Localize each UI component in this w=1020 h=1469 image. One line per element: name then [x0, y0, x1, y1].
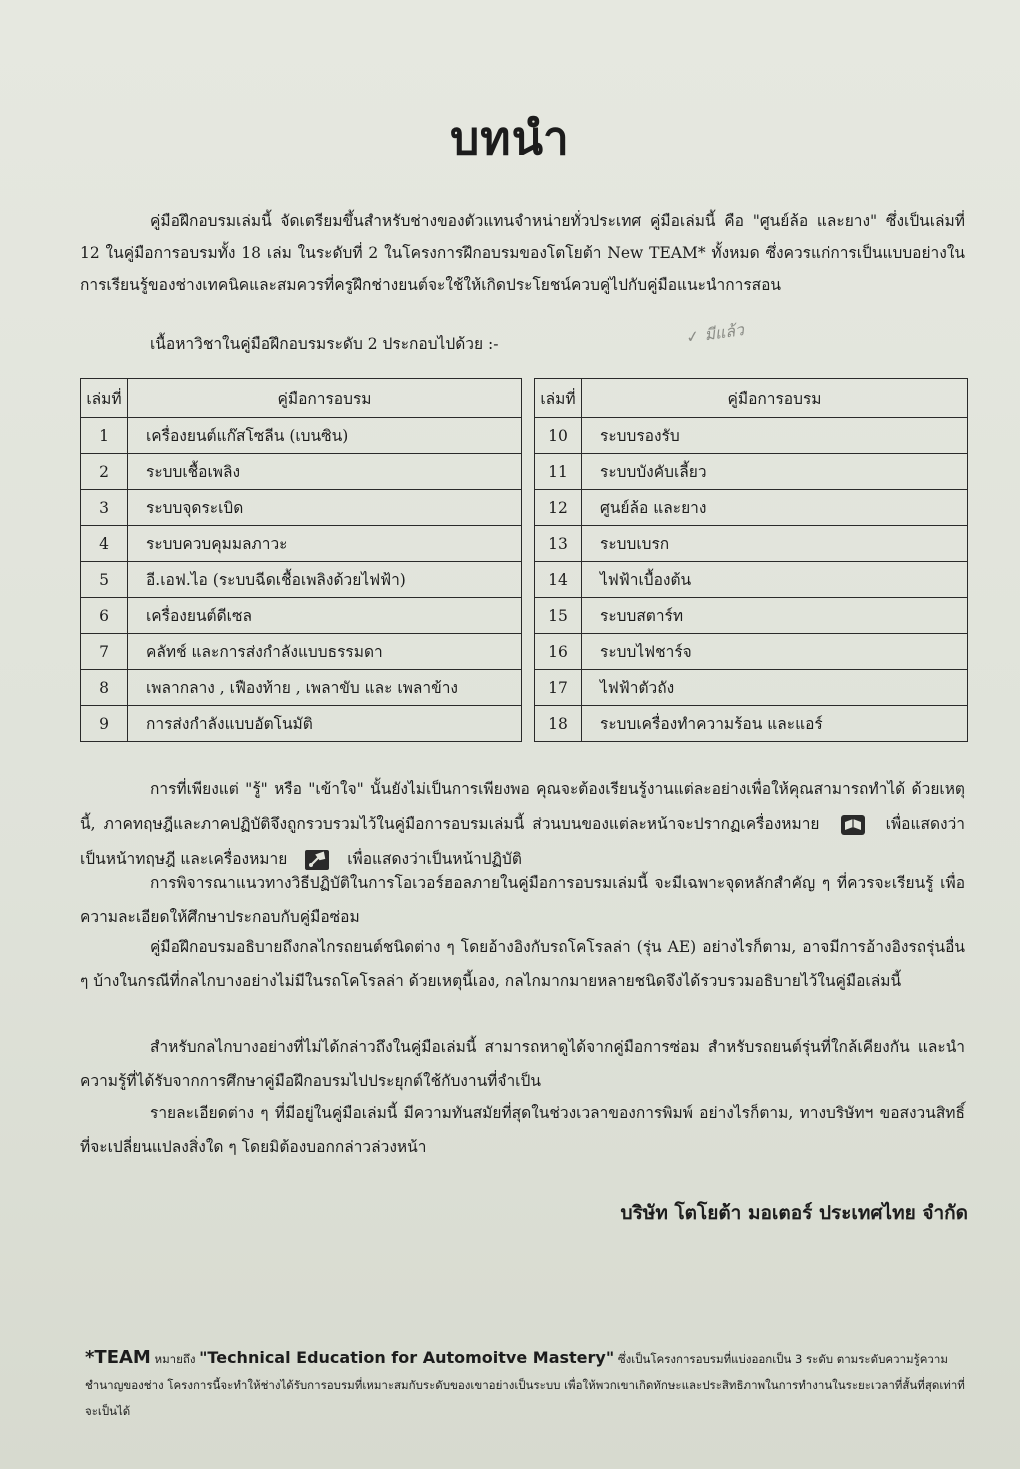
rights-paragraph: รายละเอียดต่าง ๆ ที่มีอยู่ในคู่มือเล่มนี้ มีความทันสมัยที่สุดในช่วงเวลาของการพิมพ์ อย่างไรก็ตาม, ทางบริษัทฯ ขอสงวนสิทธิ์ที่จะเปลี่ยนแปลงสิ่งใด ๆ โดยมิต้องบอกกล่าวล่วงหน้า: [80, 1104, 965, 1156]
col-header-no: เล่มที่: [535, 379, 582, 418]
book-title: ระบบรองรับ: [582, 418, 968, 454]
table-row: [535, 634, 968, 670]
table-row: [81, 670, 522, 706]
footnote-text: ซึ่งเป็นโครงการอบรมที่แบ่งออกเป็น 3 ระดับ ตามระดับความรู้ความชำนาญของช่าง โครงการนี้จะทำให้ช่างได้รับการอบรมที่เหมาะสมกับระดับของเขาอย่างเป็นระบบ เพื่อให้พวกเขาเกิดทักษะและประสิทธิภาพในการทำงานในระยะเวลาที่สั้นที่สุดเท่าที่จะเป็นได้: [85, 1352, 965, 1418]
book-no: 4: [81, 526, 128, 562]
col-header-no: เล่มที่: [81, 379, 128, 418]
book-no: 8: [81, 670, 128, 706]
table-row: [535, 598, 968, 634]
book-no: 3: [81, 490, 128, 526]
intro-paragraph: คู่มือฝึกอบรมเล่มนี้ จัดเตรียมขึ้นสำหรับช่างของตัวแทนจำหน่ายทั่วประเทศ คู่มือเล่มนี้ คือ "ศูนย์ล้อ และยาง" ซึ่งเป็นเล่มที่ 12 ในคู่มือการอบรมทั้ง 18 เล่ม ในระดับที่ 2 ในโครงการฝึกอบรมของโตโยต้า New TEAM* ทั้งหมด ซึ่งควรแก่การเป็นแบบอย่างในการเรียนรู้ของช่างเทคนิคและสมควรที่ครูฝึกช่างยนต์จะใช้ให้เกิดประโยชน์ควบคู่ไปกับคู่มือแนะนำการสอน: [80, 212, 965, 294]
book-no: 2: [81, 454, 128, 490]
book-no: 10: [535, 418, 582, 454]
book-title: การส่งกำลังแบบอัตโนมัติ: [128, 706, 522, 742]
book-no: 16: [535, 634, 582, 670]
course-table-left: [80, 378, 522, 742]
book-title: อี.เอฟ.ไอ (ระบบฉีดเชื้อเพลิงด้วยไฟฟ้า): [128, 562, 522, 598]
book-no: 14: [535, 562, 582, 598]
table-row: [535, 454, 968, 490]
book-title: ระบบจุดระเบิด: [128, 490, 522, 526]
book-no: 11: [535, 454, 582, 490]
footnote: [85, 1345, 965, 1424]
footnote-term: *TEAM: [85, 1347, 151, 1368]
col-header-title: คู่มือการอบรม: [128, 379, 522, 418]
book-no: 18: [535, 706, 582, 742]
book-title: ระบบเครื่องทำความร้อน และแอร์: [582, 706, 968, 742]
table-row: [81, 634, 522, 670]
table-row: [535, 670, 968, 706]
footnote-definition: "Technical Education for Automoitve Mastery": [199, 1348, 615, 1367]
book-no: 12: [535, 490, 582, 526]
table-row: [81, 490, 522, 526]
table-row: [81, 598, 522, 634]
book-no: 17: [535, 670, 582, 706]
course-table-right: [534, 378, 968, 742]
paragraph-text: การที่เพียงแต่ "รู้" หรือ "เข้าใจ" นั้นยังไม่เป็นการเพียงพอ คุณจะต้องเรียนรู้งานแต่ละอย่างเพื่อให้คุณสามารถทำได้ ด้วยเหตุนี้, ภาคทฤษฎีและภาคปฏิบัติจึงถูกรวบรวมไว้ในคู่มือการอบรมเล่มนี้ ส่วนบนของแต่ละหน้าจะปรากฏเครื่องหมาย: [80, 780, 965, 833]
repair-manual-paragraph: สำหรับกลไกบางอย่างที่ไม่ได้กล่าวถึงในคู่มือเล่มนี้ สามารถหาดูได้จากคู่มือการซ่อม สำหรับรถยนต์รุ่นที่ใกล้เคียงกัน และนำความรู้ที่ได้รับจากการศึกษาคู่มือฝึกอบรมไปประยุกต์ใช้กับงานที่จำเป็น: [80, 1038, 965, 1090]
book-title: ระบบเชื้อเพลิง: [128, 454, 522, 490]
footnote-means: หมายถึง: [154, 1352, 196, 1366]
table-row: [535, 418, 968, 454]
book-no: 15: [535, 598, 582, 634]
book-no: 7: [81, 634, 128, 670]
book-title: เพลากลาง , เฟืองท้าย , เพลาขับ และ เพลาข้าง: [128, 670, 522, 706]
book-no: 13: [535, 526, 582, 562]
paragraph-text: เพื่อแสดงว่าเป็นหน้าปฏิบัติ: [347, 850, 522, 868]
overhaul-paragraph: การพิจารณาแนวทางวิธีปฏิบัติในการโอเวอร์ฮอลภายในคู่มือการอบรมเล่มนี้ จะมีเฉพาะจุดหลักสำคัญ ๆ ที่ควรจะเรียนรู้ เพื่อความละเอียดให้ศึกษาประกอบกับคู่มือซ่อม: [80, 874, 965, 926]
book-title: ระบบบังคับเลี้ยว: [582, 454, 968, 490]
table-row: [81, 418, 522, 454]
table-row: [535, 526, 968, 562]
table-row: [81, 562, 522, 598]
book-title: ไฟฟ้าตัวถัง: [582, 670, 968, 706]
book-theory-icon: [840, 814, 866, 836]
book-title: ระบบไฟชาร์จ: [582, 634, 968, 670]
book-title: ระบบสตาร์ท: [582, 598, 968, 634]
book-title: คลัทช์ และการส่งกำลังแบบธรรมดา: [128, 634, 522, 670]
book-title: เครื่องยนต์ดีเซล: [128, 598, 522, 634]
corolla-paragraph: คู่มือฝึกอบรมอธิบายถึงกลไกรถยนต์ชนิดต่าง ๆ โดยอ้างอิงกับรถโคโรลล่า (รุ่น AE) อย่างไรก็ตาม, อาจมีการอ้างอิงรถรุ่นอื่น ๆ บ้างในกรณีที่กลไกบางอย่างไม่มีในรถโคโรลล่า ด้วยเหตุนี้เอง, กลไกมากมายหลายชนิดจึงได้รวบรวมอธิบายไว้ในคู่มือเล่มนี้: [80, 938, 965, 990]
company-signature: บริษัท โตโยต้า มอเตอร์ ประเทศไทย จำกัด: [620, 1202, 968, 1224]
table-row: [535, 490, 968, 526]
book-no: 6: [81, 598, 128, 634]
book-title: ไฟฟ้าเบื้องต้น: [582, 562, 968, 598]
col-header-title: คู่มือการอบรม: [582, 379, 968, 418]
book-no: 1: [81, 418, 128, 454]
table-row: [81, 526, 522, 562]
page-title: บทนำ: [450, 111, 570, 165]
theory-practice-paragraph: [80, 772, 965, 877]
handwritten-note: ✓ มีแล้ว: [684, 320, 746, 347]
contents-intro: เนื้อหาวิชาในคู่มือฝึกอบรมระดับ 2 ประกอบไปด้วย :-: [150, 335, 499, 353]
table-row: [81, 706, 522, 742]
book-title: ระบบควบคุมมลภาวะ: [128, 526, 522, 562]
book-title: ระบบเบรก: [582, 526, 968, 562]
table-row: [81, 454, 522, 490]
book-no: 5: [81, 562, 128, 598]
book-no: 9: [81, 706, 128, 742]
table-row: [535, 562, 968, 598]
book-title: เครื่องยนต์แก๊สโซลีน (เบนซิน): [128, 418, 522, 454]
paragraph-text: เพื่อแสดงว่าเป็นหน้าทฤษฎี และเครื่องหมาย: [80, 815, 965, 868]
table-row: [535, 706, 968, 742]
book-title: ศูนย์ล้อ และยาง: [582, 490, 968, 526]
